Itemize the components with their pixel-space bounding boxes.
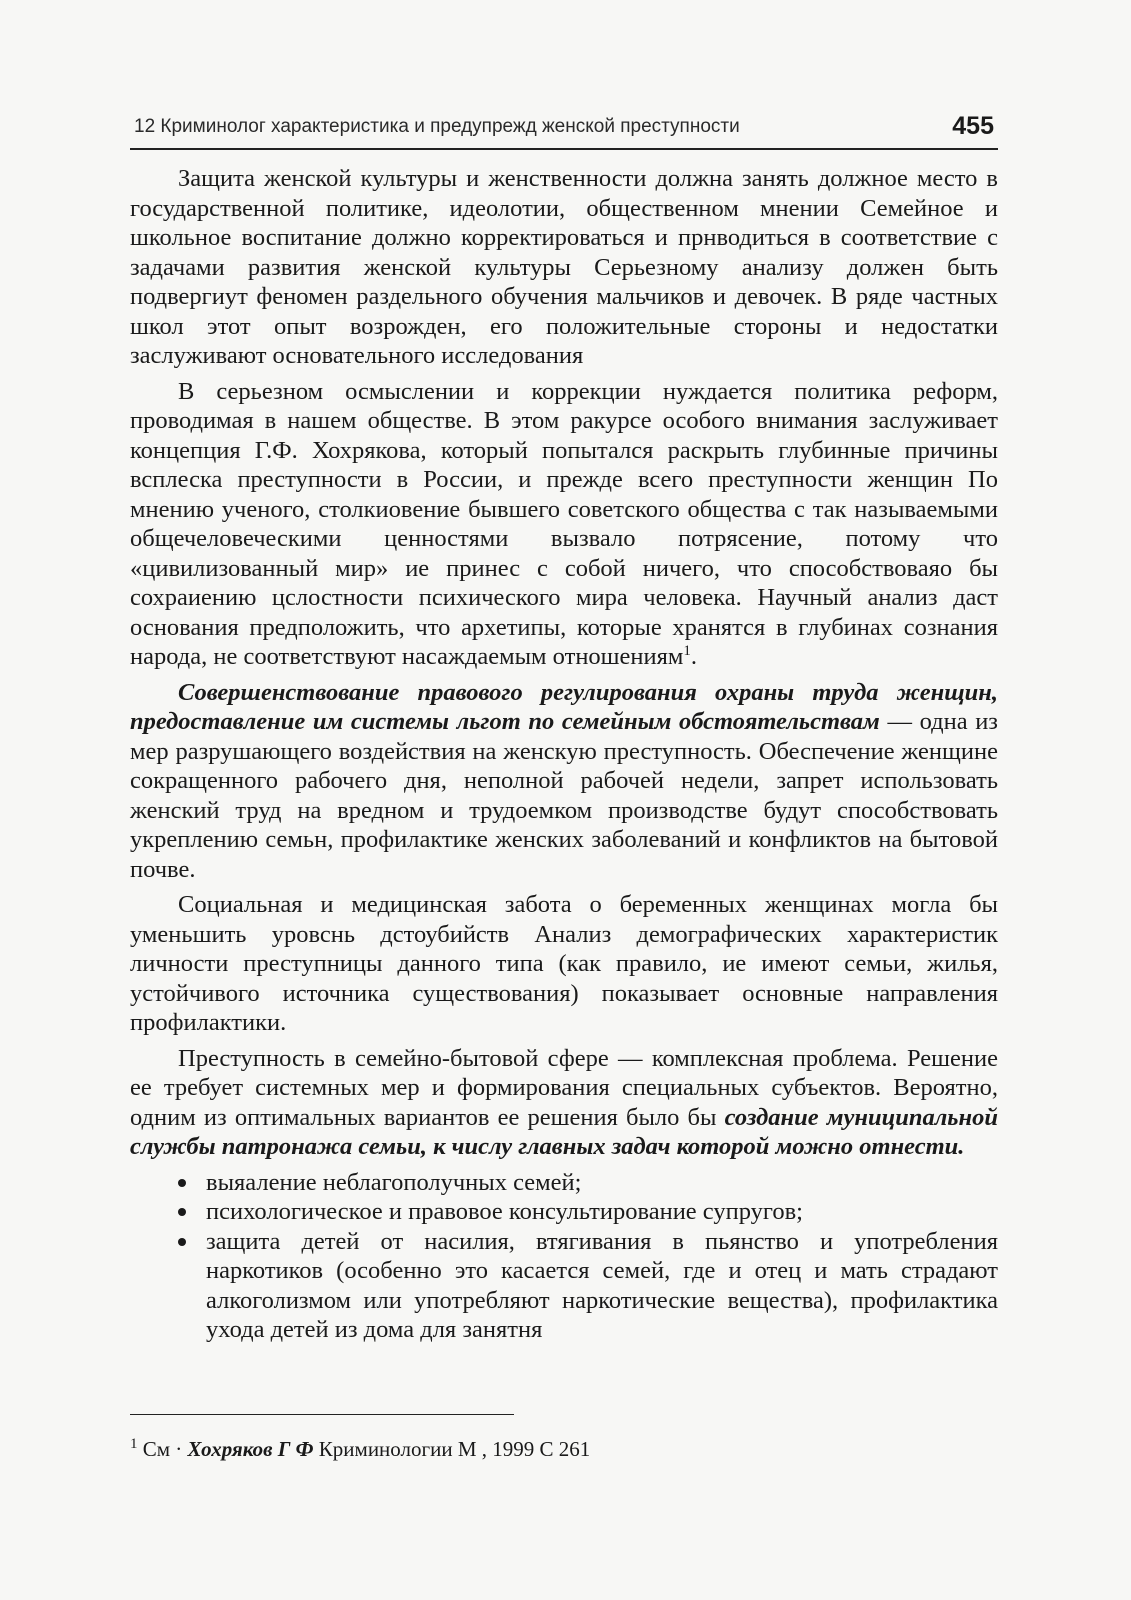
list-item	[130, 1197, 998, 1227]
paragraph-3-emphasis: Совершенствование правового регулирования охраны труда женщин, предоставление им системы льгот по семейным обстоятельствам	[130, 678, 998, 735]
paragraph-5	[130, 1044, 998, 1162]
paragraph-2: В серьезном осмыслении и коррекции нуждается политика реформ, проводимая в нашем обществе. В этом ракурсе особого внимания заслуживает концепция Г.Ф. Хохрякова, который попытался раскрыть глубинные причины всплеска преступности в России, и прежде всего преступности женщин По мнению ученого, столкиовение бывшего советского общества с так называемыми общечеловеческими ценностями вызвало потрясение, потому что «цивилизованный мир» ие принес с собой ничего, что способствоваяо бы сохраиению цслостности психического мира человека. Научный анализ даст основания предположить, что архетипы, которые хранятся в глубинах сознания народа, не соответствуют насаждаемым отношениям$^1$.	[130, 377, 998, 670]
paragraph-5-emphasis: создание муниципальной службы патронажа семьи, к числу главных задач которой можно отнести.	[130, 1103, 998, 1160]
page-number: 455	[952, 112, 994, 140]
footnote	[130, 1436, 998, 1462]
paragraph-2-text: В серьезном осмыслении и коррекции нуждается политика реформ, проводимая в нашем обществе. В этом ракурсе особого внимания заслуживает концепция Г.Ф. Хохрякова, который попытался раскрыть глубинные причины всплеска преступности в России, и прежде всего преступности женщин По мнению ученого, столкиовение бывшего советского общества с так называемыми общечеловеческими ценностями вызвало потрясение, потому что «цивилизованный мир» ие принес с собой ничего, что способствоваяо бы сохраиению цслостности психического мира человека. Научный анализ даст основания предположить, что архетипы, которые хранятся в глубинах сознания народа, не соответствуют насаждаемым отношениям	[130, 377, 998, 670]
footnote-marker: 1	[130, 1436, 138, 1452]
bullet-list	[130, 1168, 998, 1345]
list-item	[130, 1227, 998, 1345]
footnote-divider	[130, 1414, 514, 1415]
footnote-source: Криминологии М , 1999 С 261	[313, 1437, 591, 1461]
body-text	[130, 164, 998, 1345]
list-item-text: психологическое и правовое консультирование супругов;	[206, 1198, 803, 1225]
paragraph-1: Защита женской культуры и женственности должна занять должное место в государственной политике, идеолотии, общественном мнении Семейное и школьное воспитание должно корректироваться и прнводиться в соответствие с задачами развития женской культуры Серьезному анализу должен быть подвергиут феномен раздельного обучения мальчиков и девочек. В ряде частных школ этот опыт возрожден, его положительные стороны и недостатки заслуживают основательного исследования	[130, 165, 998, 369]
bullet-icon	[178, 1238, 186, 1246]
footnote-ref: 1	[683, 642, 691, 659]
footnote-prefix: См ·	[137, 1437, 188, 1461]
footnote-author: Хохряков Г Ф	[187, 1437, 314, 1461]
list-item-text: выяаление неблагополучных семей;	[206, 1168, 582, 1196]
paragraph-5-text: Преступность в семейно-бытовой сфере — комплексная проблема. Решение ее требует системных мер и формирования специальных субъектов. Вероятно, одним из оптимальных вариантов ее решения было бы	[130, 1044, 998, 1131]
list-item-text: защита детей от насилия, втягивания в пьянство и употребления наркотиков (особенно это касается семей, где и отец и мать страдают алкоголизмом или употребляют наркотические вещества), профилактика ухода детей из дома для занятня	[206, 1227, 998, 1343]
paragraph-3	[130, 678, 998, 885]
bullet-icon	[178, 1179, 186, 1187]
bullet-icon	[178, 1208, 186, 1216]
paragraph-3-text: — одна из мер разрушающего воздействия на женскую преступность. Обеспечение женщине сокращенного рабочего дня, неполной рабочей недели, запрет использовать женский труд на вредном и трудоемком производстве будут способствовать укреплению семьн, профилактике женских заболеваний и конфликтов на бытовой почве.	[130, 708, 998, 883]
running-title: 12 Криминолог характеристика и предупрежд женской преступности	[134, 116, 740, 137]
list-item	[130, 1168, 998, 1198]
running-header	[130, 112, 998, 150]
paragraph-4: Социальная и медицинская забота о беременных женщинах могла бы уменьшить уровснь дстоубийств Анализ демографических характеристик личности преступницы данного типа (как правило, ие имеют семьи, жилья, устойчивого источника существования) показывает основные направления профилактики.	[130, 891, 998, 1036]
